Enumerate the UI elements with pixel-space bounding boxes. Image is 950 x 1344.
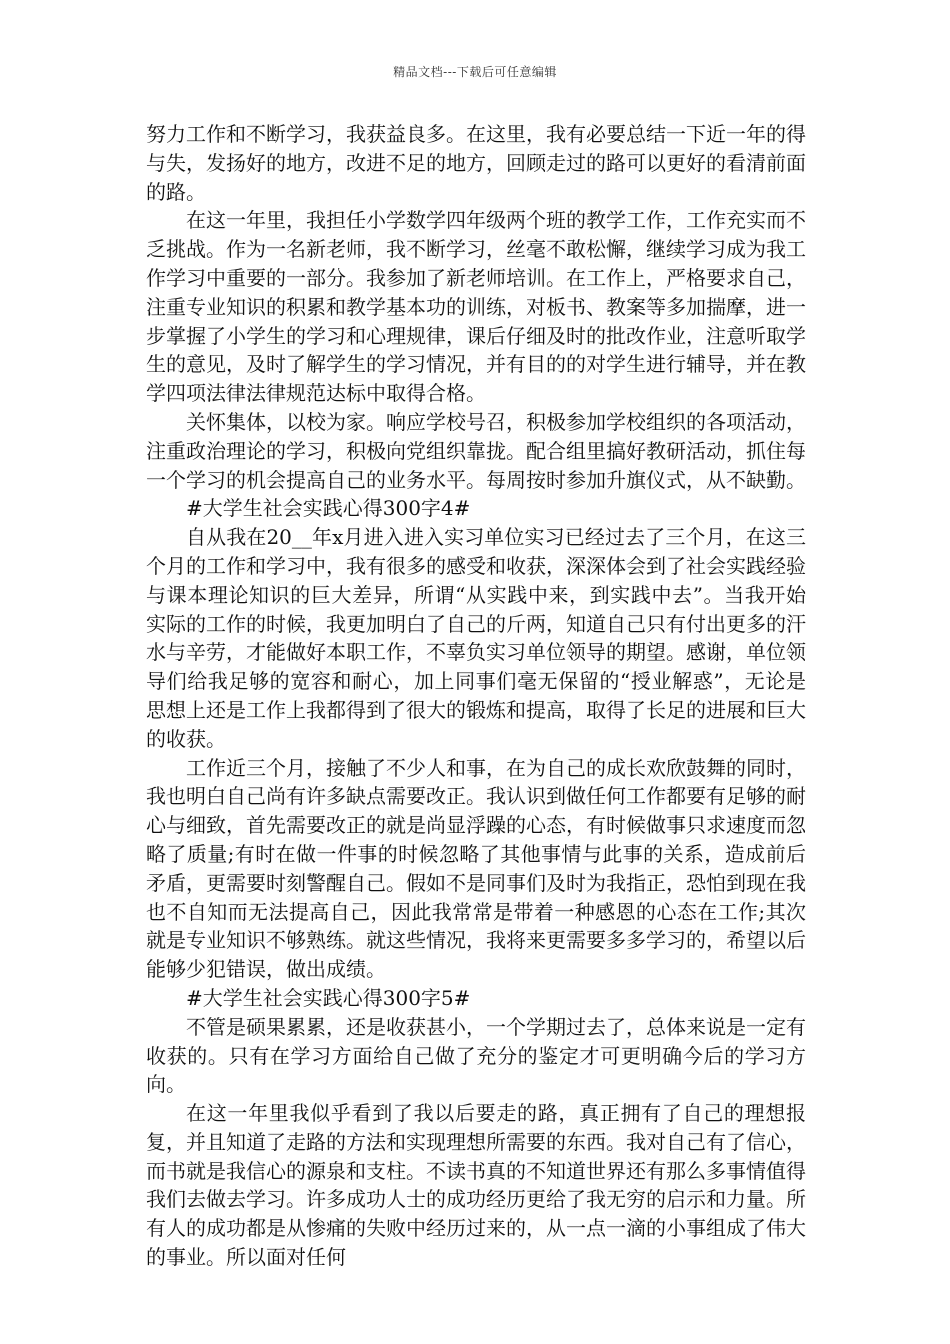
paragraph: 自从我在20__年x月进入进入实习单位实习已经过去了三个月，在这三个月的工作和学习中，我有很多的感受和收获，深深体会到了社会实践经验与课本理论知识的巨大差异，所谓“从实践中来，到实践中去”。当我开始实际的工作的时候，我更加明白了自己的斤两，知道自己只有付出更多的汗水与辛劳，才能做好本职工作，不辜负实习单位领导的期望。感谢，单位领导们给我足够的宽容和耐心，加上同事们毫无保留的“授业解惑”，无论是思想上还是工作上我都得到了很大的锻炼和提高，取得了长足的进展和巨大的收获。: [146, 525, 806, 751]
paragraph: 工作近三个月，接触了不少人和事，在为自己的成长欢欣鼓舞的同时，我也明白自己尚有许多缺点需要改正。我认识到做任何工作都要有足够的耐心与细致，首先需要改正的就是尚显浮躁的心态，有时候做事只求速度而忽略了质量;有时在做一件事的时候忽略了其他事情与此事的关系，造成前后矛盾，更需要时刻警醒自己。假如不是同事们及时为我指正，恐怕到现在我也不自知而无法提高自己，因此我常常是带着一种感恩的心态在工作;其次就是专业知识不够熟练。就这些情况，我将来更需要多多学习的，希望以后能够少犯错误，做出成绩。: [146, 755, 806, 982]
paragraph: 不管是硕果累累，还是收获甚小，一个学期过去了，总体来说是一定有收获的。只有在学习方面给自己做了充分的鉴定才可更明确今后的学习方向。: [146, 1014, 806, 1097]
document-body: [146, 120, 806, 1272]
paragraph: 在这一年里，我担任小学数学四年级两个班的教学工作，工作充实而不乏挑战。作为一名新老师，我不断学习，丝毫不敢松懈，继续学习成为我工作学习中重要的一部分。我参加了新老师培训。在工作上，严格要求自己，注重专业知识的积累和教学基本功的训练，对板书、教案等多加揣摩，进一步掌握了小学生的学习和心理规律，课后仔细及时的批改作业，注意听取学生的意见，及时了解学生的学习情况，并有目的的对学生进行辅导，并在教学四项法律法律规范达标中取得合格。: [146, 208, 806, 406]
section-heading: #大学生社会实践心得300字4#: [186, 496, 471, 521]
paragraph: 在这一年里我似乎看到了我以后要走的路，真正拥有了自己的理想报复，并且知道了走路的方法和实现理想所需要的东西。我对自己有了信心，而书就是我信心的源泉和支柱。不读书真的不知道世界还有那么多事情值得我们去做去学习。许多成功人士的成功经历更给了我无穷的启示和力量。所有人的成功都是从惨痛的失败中经历过来的，从一点一滴的小事组成了伟大的事业。所以面对任何: [146, 1101, 806, 1270]
paragraph: 努力工作和不断学习，我获益良多。在这里，我有必要总结一下近一年的得与失，发扬好的地方，改进不足的地方，回顾走过的路可以更好的看清前面的路。: [146, 122, 806, 204]
section-heading: #大学生社会实践心得300字5#: [186, 985, 471, 1010]
page-header: 精品文档---下载后可任意编辑: [393, 65, 557, 79]
paragraph: 关怀集体，以校为家。响应学校号召，积极参加学校组织的各项活动，注重政治理论的学习，积极向党组织靠拢。配合组里搞好教研活动，抓住每一个学习的机会提高自己的业务水平。每周按时参加升旗仪式，从不缺勤。: [146, 409, 806, 492]
